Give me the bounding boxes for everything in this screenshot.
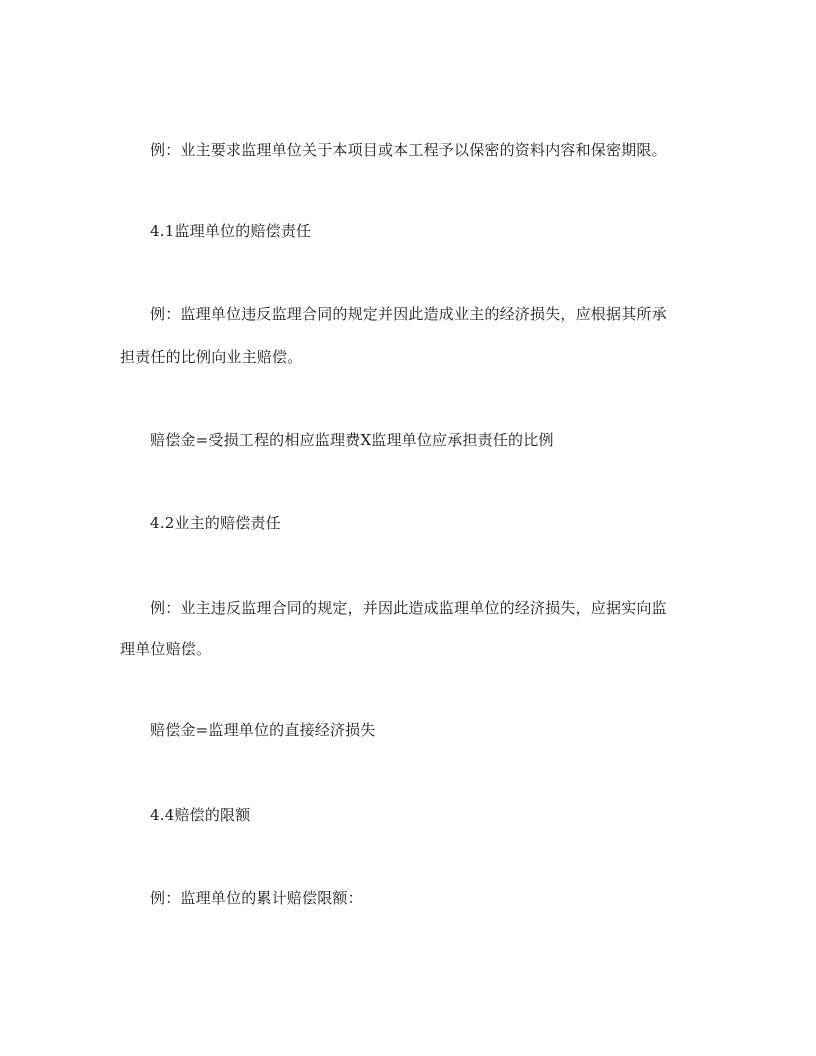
heading-4-2-owner-liability: 4.2业主的赔偿责任 [150,514,281,532]
heading-4-4-compensation-limit: 4.4赔偿的限额 [150,806,251,824]
heading-4-1-supervisor-liability: 4.1监理单位的赔偿责任 [150,222,312,240]
formula-supervisor-compensation: 赔偿金=受损工程的相应监理费X监理单位应承担责任的比例 [150,431,554,449]
formula-owner-compensation: 赔偿金=监理单位的直接经济损失 [150,721,376,739]
paragraph-supervisor-liability-line-1: 例：监理单位违反监理合同的规定并因此造成业主的经济损失，应根据其所承 [150,305,667,323]
paragraph-owner-liability-line-1: 例：业主违反监理合同的规定，并因此造成监理单位的经济损失，应据实向监 [150,599,667,617]
paragraph-confidentiality-example: 例：业主要求监理单位关于本项目或本工程予以保密的资料内容和保密期限。 [150,141,667,159]
paragraph-owner-liability-line-2: 理单位赔偿。 [120,640,212,658]
paragraph-supervisor-liability-line-2: 担责任的比例向业主赔偿。 [120,348,303,366]
paragraph-cumulative-limit-example: 例：监理单位的累计赔偿限额： [150,889,363,907]
